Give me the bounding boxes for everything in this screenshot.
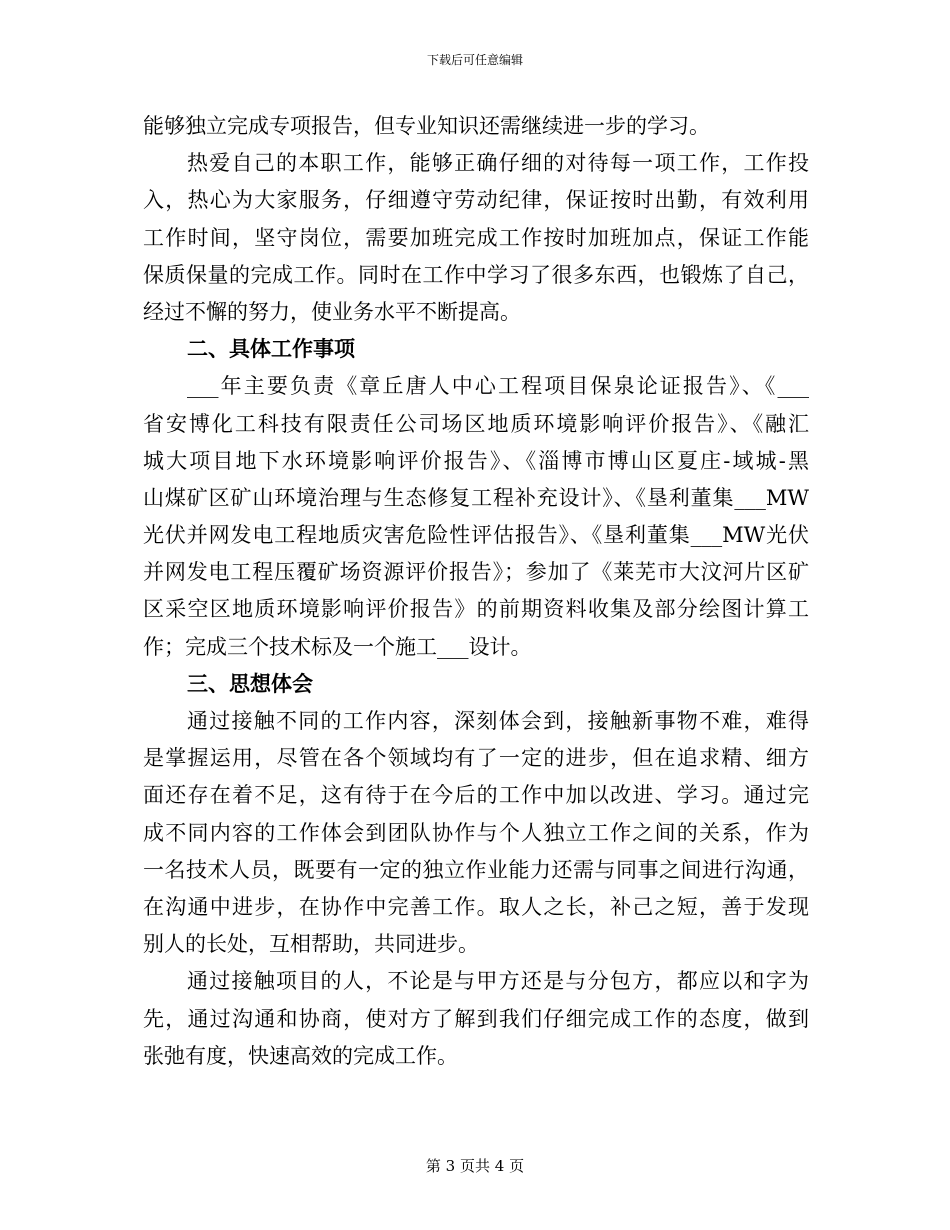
paragraph-line: 能够独立完成专项报告，但专业知识还需继续进一步的学习。 xyxy=(143,114,710,138)
paragraph-line: 热爱自己的本职工作，能够正确仔细的对待每一项工作，工作投 xyxy=(187,151,809,176)
paragraph-line: 区采空区地质环境影响评价报告》的前期资料收集及部分绘图计算工 xyxy=(143,597,809,622)
paragraph-line: ___年主要负责《章丘唐人中心工程项目保泉论证报告》、《___ xyxy=(187,374,809,399)
paragraph-line: 并网发电工程压覆矿场资源评价报告》；参加了《莱芜市大汶河片区矿 xyxy=(143,560,809,585)
page-footer: 第 3 页共 4 页 xyxy=(425,1157,525,1175)
paragraph-line: 先，通过沟通和协商，使对方了解到我们仔细完成工作的态度，做到 xyxy=(143,1006,809,1031)
paragraph-line: 一名技术人员，既要有一定的独立作业能力还需与同事之间进行沟通， xyxy=(143,857,809,882)
paragraph-line: 保质保量的完成工作。同时在工作中学习了很多东西，也锻炼了自己， xyxy=(143,262,809,287)
paragraph-line: 面还存在着不足，这有待于在今后的工作中加以改进、学习。通过完 xyxy=(143,783,809,808)
paragraph-line: 张弛有度，快速高效的完成工作。 xyxy=(143,1043,458,1068)
paragraph-line: 入，热心为大家服务，仔细遵守劳动纪律，保证按时出勤，有效利用 xyxy=(143,188,809,213)
paragraph-line: 省安博化工科技有限责任公司场区地质环境影响评价报告》、《融汇 xyxy=(143,411,809,436)
paragraph-line: 光伏并网发电工程地质灾害危险性评估报告》、《垦利董集___MW光伏 xyxy=(143,523,809,548)
paragraph-line: 作；完成三个技术标及一个施工___设计。 xyxy=(143,634,532,659)
paragraph-line: 在沟通中进步，在协作中完善工作。取人之长，补己之短，善于发现 xyxy=(143,894,809,919)
section-heading: 二、具体工作事项 xyxy=(187,337,355,362)
paragraph-line: 通过接触不同的工作内容，深刻体会到，接触新事物不难，难得 xyxy=(187,709,809,733)
section-heading: 三、思想体会 xyxy=(187,671,313,696)
paragraph-line: 通过接触项目的人，不论是与甲方还是与分包方，都应以和字为 xyxy=(187,969,809,994)
paragraph-line: 别人的长处，互相帮助，共同进步。 xyxy=(143,932,479,957)
paragraph-line: 山煤矿区矿山环境治理与生态修复工程补充设计》、《垦利董集___MW xyxy=(143,485,809,510)
paragraph-line: 是掌握运用，尽管在各个领域均有了一定的进步，但在追求精、细方 xyxy=(143,746,809,771)
paragraph-line: 城大项目地下水环境影响评价报告》、《淄博市博山区夏庄-域城-黑 xyxy=(143,448,809,473)
paragraph-line: 经过不懈的努力，使业务水平不断提高。 xyxy=(143,299,521,324)
page-header: 下载后可任意编辑 xyxy=(426,53,523,67)
paragraph-line: 工作时间，坚守岗位，需要加班完成工作按时加班加点，保证工作能 xyxy=(143,225,809,250)
document-body xyxy=(143,108,809,1075)
paragraph-line: 成不同内容的工作体会到团队协作与个人独立工作之间的关系，作为 xyxy=(143,820,809,845)
